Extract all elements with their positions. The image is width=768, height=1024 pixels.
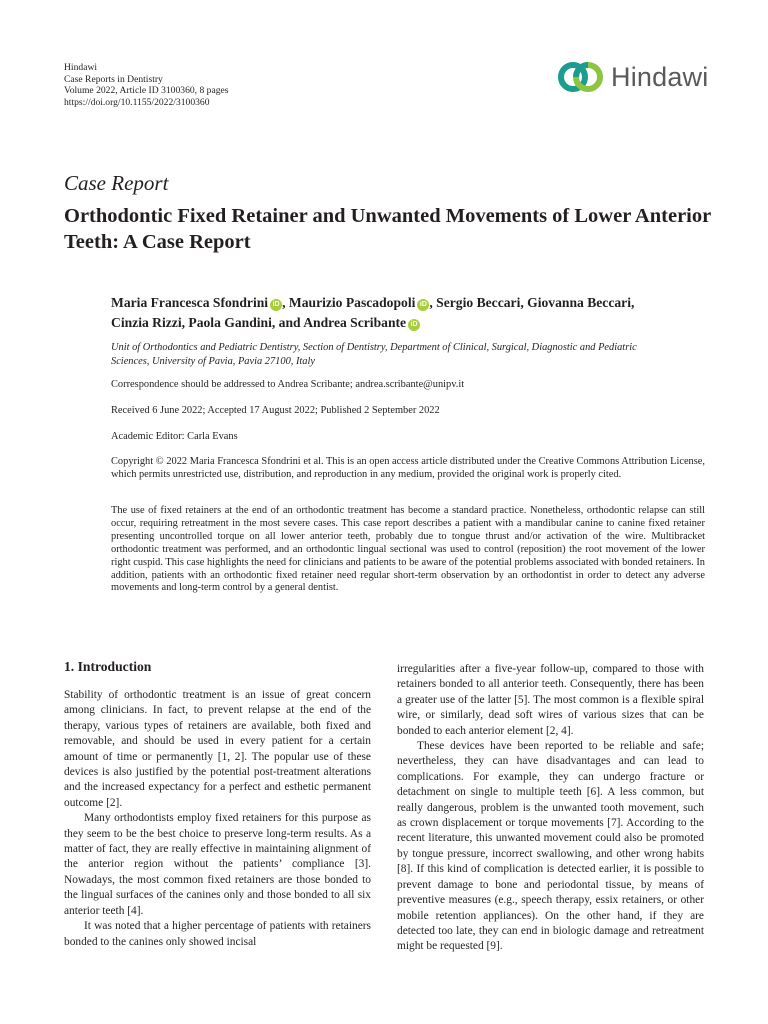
affiliation: Unit of Orthodontics and Pediatric Dentistry, Section of Dentistry, Department of Clinical, Surgical, Diagnostic and Pediatric Sciences, University of Pavia, Pavia 27100, Italy <box>111 342 637 367</box>
body-column-right <box>397 662 704 955</box>
academic-editor: Academic Editor: Carla Evans <box>111 431 238 442</box>
author-list <box>111 293 711 333</box>
hindawi-logo-mark-icon <box>557 60 605 94</box>
abstract: The use of fixed retainers at the end of an orthodontic treatment has become a standard practice. Nonetheless, orthodontic relapse can still occur, requiring retreatment in the most severe cases. This case report describes a patient with a mandibular canine to canine fixed retainer presenting uncontrolled torque on all lower anterior teeth, probably due to tongue thrust and/or activation of the wire. Multibracket orthodontic treatment was performed, and an orthodontic lingual sectional was used to control (reposition) the root movement of the lower right cuspid. This case highlights the need for clinicians and patients to be aware of the potential problems associated with bonded retainers. In addition, patients with an orthodontic fixed retainer need regular short-term observation by an orthodontist in order to detect any adverse movements and long-term control by a general dentist. <box>111 505 705 594</box>
journal-name: Case Reports in Dentistry <box>64 73 163 85</box>
paragraph: Stability of orthodontic treatment is an issue of great concern among clinicians. In fact, to prevent relapse at the end of the therapy, various types of retainers are available, both fixed and removable, and should be used in every patient for a certain amount of time or permanently [1, 2]. The popular use of these devices is also justified by the potential post-treatment alterations and the increased expectancy for a perfect and esthetic permanent outcome [2]. <box>64 689 371 809</box>
orcid-icon[interactable]: iD <box>408 319 420 331</box>
publisher-name: Hindawi <box>64 62 98 73</box>
body-column-left <box>64 688 371 950</box>
paragraph: These devices have been reported to be reliable and safe; nevertheless, they can have disadvantages and can lead to complications. For example, they can undergo fracture or detachment on single to multiple teeth [6]. A less common, but really dangerous, problem is the unwanted tooth movement, such as crown displacement or torque movements [7]. According to the recent literature, this unwanted movement could also be promoted by tongue pressure, incorrect swallowing, and other wrong habits [8]. If this kind of complication is detected earlier, it is possible to prevent damage to bone and periodontal tissue, by means of preventive measures (e.g., speech therapy, essix retainers, or other mobile retention appliances). On the other hand, if they are detected too late, they can end in biologic damage and retreatment might be requested [9]. <box>397 740 704 953</box>
paragraph: It was noted that a higher percentage of patients with retainers bonded to the canines only showed incisal <box>64 920 371 948</box>
author-name[interactable]: Cinzia Rizzi, Paola Gandini, and Andrea Scribante <box>111 315 407 330</box>
paragraph: irregularities after a five-year follow-up, compared to those with retainers bonded to all anterior teeth. Consequently, there has been a greater use of the latter [5]. The most common is a flexible spiral wire, or similarly, dead soft wires of various sizes that can be bonded to each anterior element [2, 4]. <box>397 663 704 737</box>
author-name[interactable]: Maria Francesca Sfondrini <box>111 295 269 310</box>
correspondence: Correspondence should be addressed to Andrea Scribante; andrea.scribante@unipv.it <box>111 379 465 390</box>
author-name[interactable]: , Sergio Beccari, Giovanna Beccari, <box>429 295 635 310</box>
hindawi-logo-text: Hindawi <box>611 61 709 92</box>
author-name[interactable]: , Maurizio Pascadopoli <box>282 295 416 310</box>
paragraph: Many orthodontists employ fixed retainers for this purpose as they seem to be the best choice to preserve long-term results. As a matter of fact, they are really effective in maintaining alignment of the anterior region without the patients’ compliance [3]. Nowadays, the most common fixed retainers are those bonded to the lingual surfaces of the canines only and those bonded to all six anterior teeth [4]. <box>64 812 371 917</box>
paper-title: Orthodontic Fixed Retainer and Unwanted Movements of Lower Anterior Teeth: A Case Report <box>64 205 711 253</box>
orcid-icon[interactable]: iD <box>270 299 282 311</box>
copyright-notice: Copyright © 2022 Maria Francesca Sfondrini et al. This is an open access article distributed under the Creative Commons Attribution License, which permits unrestricted use, distribution, and reproduction in any medium, provided the original work is properly cited. <box>111 456 705 480</box>
volume-info: Volume 2022, Article ID 3100360, 8 pages <box>64 85 229 97</box>
publication-dates: Received 6 June 2022; Accepted 17 August 2022; Published 2 September 2022 <box>111 405 440 416</box>
doi-link[interactable]: https://doi.org/10.1155/2022/3100360 <box>64 96 210 108</box>
hindawi-logo <box>557 60 708 94</box>
journal-meta <box>64 62 229 108</box>
section-heading-introduction: 1. Introduction <box>64 659 152 674</box>
orcid-icon[interactable]: iD <box>417 299 429 311</box>
article-type: Case Report <box>64 171 169 195</box>
